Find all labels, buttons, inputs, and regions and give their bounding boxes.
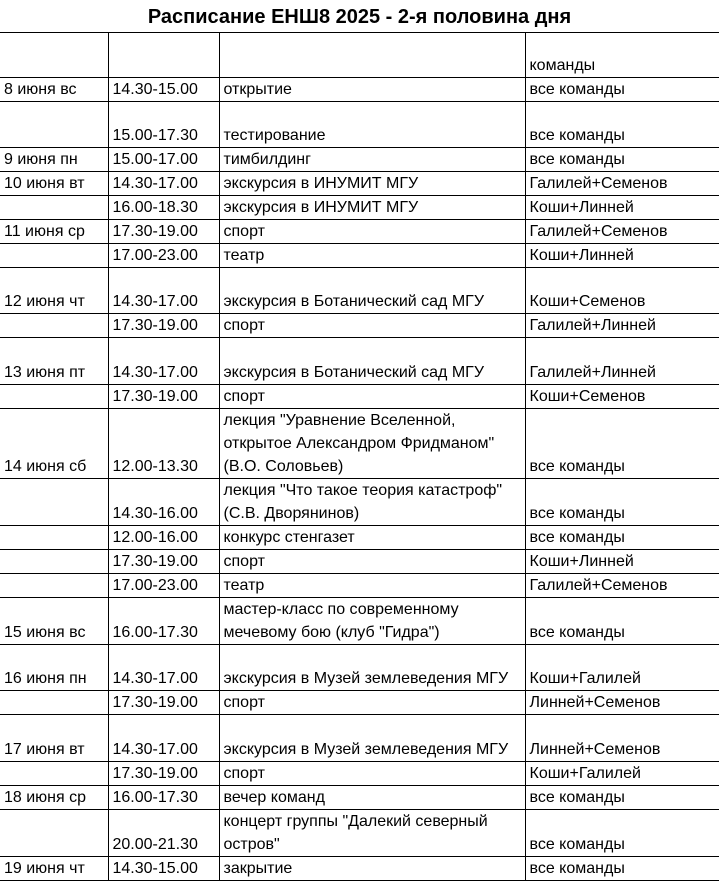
event-cell: спорт [219, 762, 525, 786]
time-cell: 15.00-17.00 [108, 148, 219, 172]
time-cell: 14.30-17.00 [108, 715, 219, 762]
date-cell: 13 июня пт [0, 338, 108, 385]
table-row [0, 102, 719, 148]
date-cell [0, 479, 108, 526]
time-cell: 16.00-17.30 [108, 786, 219, 810]
time-cell: 15.00-17.30 [108, 102, 219, 148]
table-row [0, 598, 719, 645]
header-cell-date [0, 33, 108, 78]
event-cell: спорт [219, 220, 525, 244]
table-row [0, 338, 719, 385]
time-cell: 14.30-17.00 [108, 268, 219, 314]
date-cell [0, 574, 108, 598]
time-cell: 17.00-23.00 [108, 574, 219, 598]
date-cell [0, 691, 108, 715]
date-cell: 8 июня вс [0, 78, 108, 102]
teams-cell: Коши+Семенов [525, 268, 719, 314]
teams-cell: Галилей+Линней [525, 338, 719, 385]
time-cell: 14.30-17.00 [108, 172, 219, 196]
event-cell: конкурс стенгазет [219, 526, 525, 550]
teams-cell: Коши+Линней [525, 244, 719, 268]
time-cell: 17.30-19.00 [108, 220, 219, 244]
teams-cell: все команды [525, 102, 719, 148]
event-cell: спорт [219, 314, 525, 338]
teams-cell: все команды [525, 148, 719, 172]
time-cell: 17.30-19.00 [108, 691, 219, 715]
table-row [0, 244, 719, 268]
date-cell: 11 июня ср [0, 220, 108, 244]
date-cell: 18 июня ср [0, 786, 108, 810]
event-cell: лекция "Что такое теория катастроф" (С.В. Дворянинов) [219, 479, 525, 526]
time-cell: 16.00-18.30 [108, 196, 219, 220]
date-cell [0, 385, 108, 409]
page-title: Расписание ЕНШ8 2025 - 2-я половина дня [147, 6, 572, 28]
time-cell: 12.00-13.30 [108, 409, 219, 479]
schedule-table [0, 32, 719, 881]
event-cell: экскурсия в Ботанический сад МГУ [219, 268, 525, 314]
date-cell: 16 июня пн [0, 645, 108, 691]
table-row [0, 220, 719, 244]
teams-cell: Галилей+Семенов [525, 172, 719, 196]
table-row [0, 78, 719, 102]
date-cell: 15 июня вс [0, 598, 108, 645]
header-cell-time [108, 33, 219, 78]
teams-cell: Коши+Линней [525, 550, 719, 574]
table-row [0, 645, 719, 691]
table-row [0, 574, 719, 598]
date-cell [0, 762, 108, 786]
event-cell: экскурсия в ИНУМИТ МГУ [219, 196, 525, 220]
time-cell: 14.30-16.00 [108, 479, 219, 526]
teams-cell: Линней+Семенов [525, 691, 719, 715]
header-row [0, 33, 719, 78]
table-row [0, 550, 719, 574]
event-cell: открытие [219, 78, 525, 102]
date-cell: 19 июня чт [0, 857, 108, 881]
event-cell: вечер команд [219, 786, 525, 810]
teams-cell: Коши+Линней [525, 196, 719, 220]
teams-cell: Коши+Галилей [525, 762, 719, 786]
table-row [0, 409, 719, 479]
date-cell: 14 июня сб [0, 409, 108, 479]
date-cell [0, 244, 108, 268]
table-row [0, 526, 719, 550]
date-cell [0, 196, 108, 220]
date-cell [0, 550, 108, 574]
event-cell: лекция "Уравнение Вселенной, открытое Александром Фридманом" (В.О. Соловьев) [219, 409, 525, 479]
table-row [0, 715, 719, 762]
time-cell: 14.30-15.00 [108, 78, 219, 102]
time-cell: 17.30-19.00 [108, 314, 219, 338]
table-row [0, 691, 719, 715]
teams-cell: Коши+Галилей [525, 645, 719, 691]
time-cell: 17.00-23.00 [108, 244, 219, 268]
table-row [0, 314, 719, 338]
teams-cell: Галилей+Линней [525, 314, 719, 338]
event-cell: тестирование [219, 102, 525, 148]
teams-cell: Линней+Семенов [525, 715, 719, 762]
time-cell: 16.00-17.30 [108, 598, 219, 645]
time-cell: 14.30-17.00 [108, 338, 219, 385]
table-row [0, 148, 719, 172]
event-cell: экскурсия в Ботанический сад МГУ [219, 338, 525, 385]
date-cell: 12 июня чт [0, 268, 108, 314]
event-cell: спорт [219, 691, 525, 715]
time-cell: 17.30-19.00 [108, 762, 219, 786]
table-row [0, 172, 719, 196]
table-row [0, 268, 719, 314]
teams-cell: все команды [525, 598, 719, 645]
teams-cell: все команды [525, 526, 719, 550]
event-cell: спорт [219, 550, 525, 574]
time-cell: 17.30-19.00 [108, 385, 219, 409]
event-cell: мастер-класс по современному мечевому бою (клуб "Гидра") [219, 598, 525, 645]
event-cell: закрытие [219, 857, 525, 881]
time-cell: 17.30-19.00 [108, 550, 219, 574]
teams-cell: все команды [525, 409, 719, 479]
teams-cell: Коши+Семенов [525, 385, 719, 409]
teams-cell: все команды [525, 786, 719, 810]
teams-cell: все команды [525, 479, 719, 526]
table-row [0, 479, 719, 526]
header-cell-teams: команды [525, 33, 719, 78]
date-cell [0, 314, 108, 338]
teams-cell: Галилей+Семенов [525, 220, 719, 244]
time-cell: 14.30-17.00 [108, 645, 219, 691]
time-cell: 20.00-21.30 [108, 810, 219, 857]
header-cell-event [219, 33, 525, 78]
date-cell: 17 июня вт [0, 715, 108, 762]
time-cell: 12.00-16.00 [108, 526, 219, 550]
date-cell [0, 102, 108, 148]
teams-cell: все команды [525, 810, 719, 857]
event-cell: театр [219, 574, 525, 598]
event-cell: тимбилдинг [219, 148, 525, 172]
table-row [0, 810, 719, 857]
event-cell: театр [219, 244, 525, 268]
event-cell: экскурсия в Музей землеведения МГУ [219, 645, 525, 691]
date-cell [0, 810, 108, 857]
table-row [0, 385, 719, 409]
teams-cell: все команды [525, 857, 719, 881]
table-row [0, 762, 719, 786]
event-cell: спорт [219, 385, 525, 409]
teams-cell: все команды [525, 78, 719, 102]
event-cell: концерт группы "Далекий северный остров" [219, 810, 525, 857]
table-row [0, 196, 719, 220]
teams-cell: Галилей+Семенов [525, 574, 719, 598]
date-cell: 10 июня вт [0, 172, 108, 196]
date-cell [0, 526, 108, 550]
date-cell: 9 июня пн [0, 148, 108, 172]
event-cell: экскурсия в Музей землеведения МГУ [219, 715, 525, 762]
event-cell: экскурсия в ИНУМИТ МГУ [219, 172, 525, 196]
table-row [0, 786, 719, 810]
time-cell: 14.30-15.00 [108, 857, 219, 881]
